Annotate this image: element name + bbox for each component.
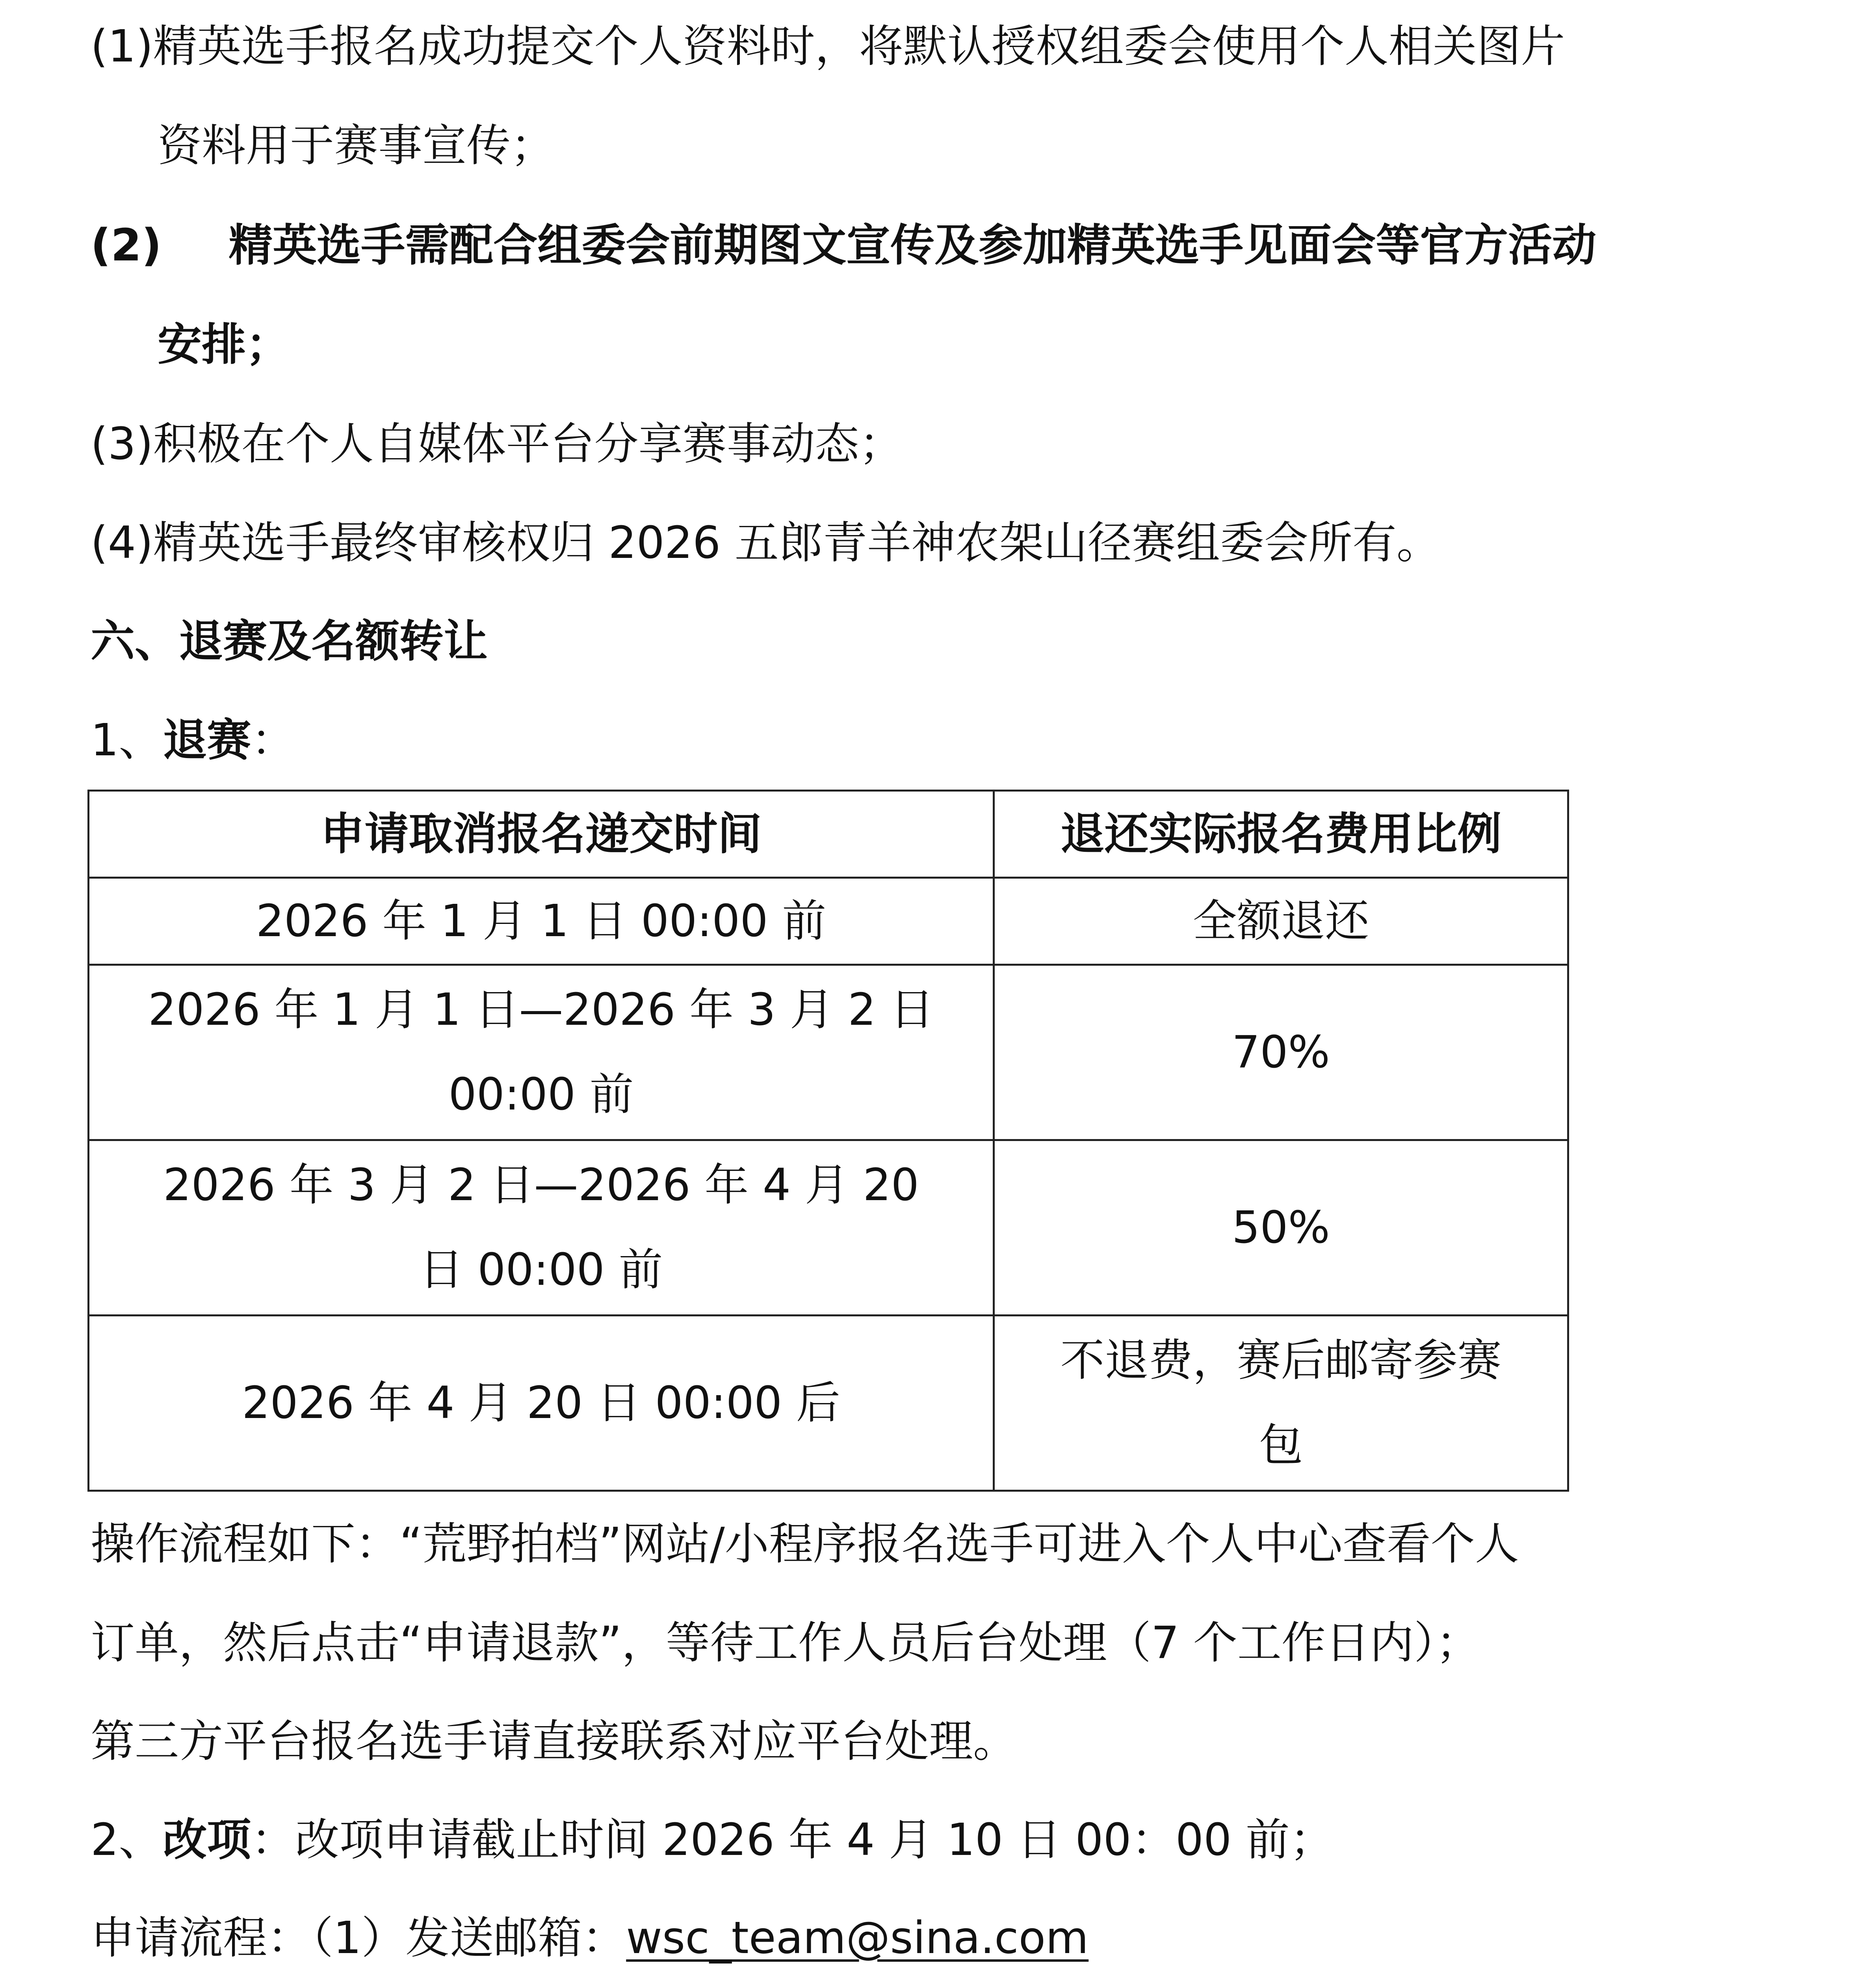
email-link[interactable]: wsc_team@sina.com bbox=[626, 1912, 1089, 1964]
table-cell-time bbox=[89, 1140, 994, 1316]
list-item-1-line-2: 资料用于赛事宣传； bbox=[158, 120, 555, 171]
process-line-2: 订单，然后点击“申请退款”，等待工作人员后台处理（7 个工作日内）； bbox=[91, 1617, 1480, 1669]
apply-process-text: 申请流程：（1）发送邮箱： bbox=[91, 1912, 626, 1964]
process-line-1: 操作流程如下：“荒野拍档”网站/小程序报名选手可进入个人中心查看个人 bbox=[91, 1518, 1519, 1570]
cell-line: 2026 年 1 月 1 日 00:00 前 bbox=[256, 895, 827, 947]
list-item-2-line-2: 安排； bbox=[158, 319, 290, 370]
table-row bbox=[89, 1316, 1568, 1491]
withdraw-prefix: 1、 bbox=[91, 715, 163, 766]
table-cell-time bbox=[89, 878, 994, 965]
cell-line: 2026 年 3 月 2 日—2026 年 4 月 20 bbox=[163, 1160, 919, 1211]
table-header-ratio: 退还实际报名费用比例 bbox=[994, 791, 1568, 878]
table-row bbox=[89, 878, 1568, 965]
table-cell-ratio bbox=[994, 1140, 1568, 1316]
change-heading bbox=[91, 1814, 1334, 1866]
list-item-2-line-1 bbox=[91, 220, 1597, 271]
table-cell-ratio bbox=[994, 965, 1568, 1140]
table-row bbox=[89, 965, 1568, 1140]
cell-line: 全额退还 bbox=[1192, 895, 1369, 947]
list-item-4: (4)精英选手最终审核权归 2026 五郎青羊神农架山径赛组委会所有。 bbox=[91, 517, 1441, 569]
cell-line: 70% bbox=[1232, 1026, 1330, 1078]
section-heading: 六、退赛及名额转让 bbox=[91, 616, 488, 667]
withdraw-colon: ： bbox=[251, 715, 295, 766]
withdraw-heading bbox=[91, 715, 295, 766]
table-header-time: 申请取消报名递交时间 bbox=[89, 791, 994, 878]
cell-line: 不退费，赛后邮寄参赛 bbox=[1060, 1335, 1502, 1386]
list-item-2-text: 精英选手需配合组委会前期图文宣传及参加精英选手见面会等官方活动 bbox=[228, 220, 1597, 271]
process-line-3: 第三方平台报名选手请直接联系对应平台处理。 bbox=[91, 1716, 1017, 1767]
list-item-2-number: (2) bbox=[91, 220, 162, 271]
refund-table bbox=[87, 790, 1569, 1492]
table-cell-ratio bbox=[994, 878, 1568, 965]
table-cell-time bbox=[89, 1316, 994, 1491]
table-cell-time bbox=[89, 965, 994, 1140]
cell-line: 00:00 前 bbox=[448, 1069, 634, 1120]
cell-line: 包 bbox=[1259, 1420, 1303, 1471]
table-row bbox=[89, 1140, 1568, 1316]
list-item-3: (3)积极在个人自媒体平台分享赛事动态； bbox=[91, 418, 903, 470]
cell-line: 日 00:00 前 bbox=[419, 1244, 663, 1295]
change-deadline: ：改项申请截止时间 2026 年 4 月 10 日 00：00 前； bbox=[251, 1814, 1334, 1866]
change-label: 改项 bbox=[163, 1814, 251, 1866]
withdraw-label: 退赛 bbox=[163, 715, 251, 766]
cell-line: 50% bbox=[1232, 1202, 1330, 1253]
change-prefix: 2、 bbox=[91, 1814, 163, 1866]
cell-line: 2026 年 4 月 20 日 00:00 后 bbox=[242, 1377, 840, 1429]
table-cell-ratio bbox=[994, 1316, 1568, 1491]
cell-line: 2026 年 1 月 1 日—2026 年 3 月 2 日 bbox=[148, 984, 934, 1035]
apply-process-line bbox=[91, 1912, 1089, 1964]
list-item-1-line-1: (1)精英选手报名成功提交个人资料时，将默认授权组委会使用个人相关图片 bbox=[91, 21, 1565, 72]
